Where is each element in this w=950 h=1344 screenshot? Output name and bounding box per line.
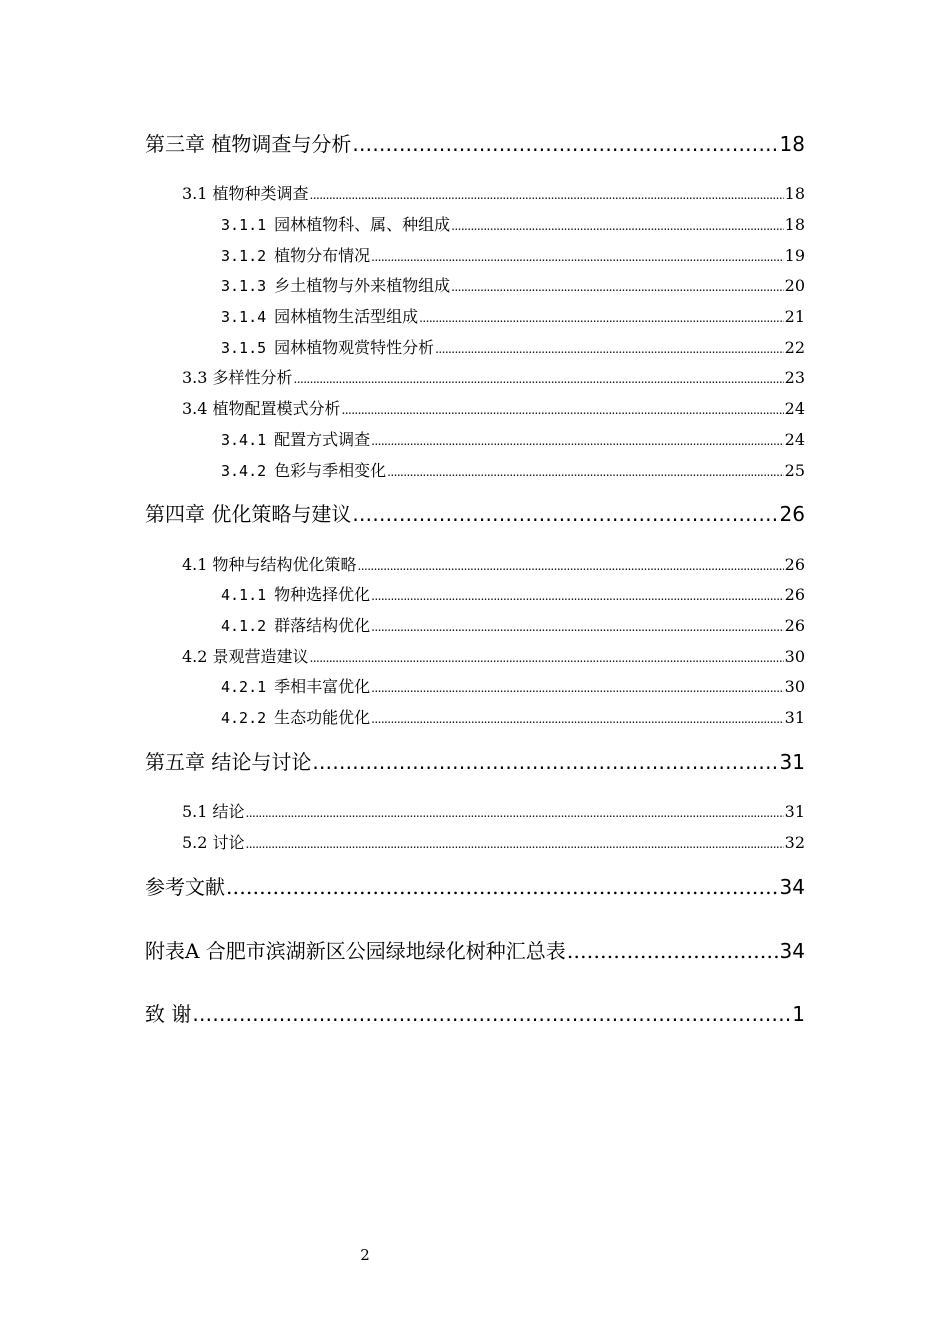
toc-dot-leader bbox=[435, 338, 783, 357]
toc-entry-title: 3.1 植物种类调查 bbox=[182, 184, 309, 203]
toc-entry-title bbox=[221, 458, 386, 481]
toc-entry-page: 31 bbox=[779, 750, 805, 774]
toc-entry-title bbox=[221, 243, 370, 266]
toc-entry-3-4-2[interactable] bbox=[221, 458, 805, 481]
toc-entry-references[interactable] bbox=[145, 871, 805, 900]
toc-dot-leader bbox=[371, 616, 783, 635]
toc-dot-leader bbox=[387, 461, 783, 480]
toc-entry-page: 24 bbox=[784, 399, 805, 418]
page-number: 2 bbox=[360, 1246, 370, 1264]
toc-entry-page: 26 bbox=[779, 502, 805, 526]
toc-entry-title: 3.3 多样性分析 bbox=[182, 368, 293, 387]
toc-dot-leader bbox=[371, 677, 783, 696]
toc-entry-page: 18 bbox=[784, 184, 805, 203]
toc-entry-chapter-5[interactable] bbox=[145, 746, 805, 775]
toc-entry-chapter-3[interactable] bbox=[145, 128, 805, 157]
toc-entry-3-1-1[interactable] bbox=[221, 212, 805, 235]
toc-entry-title bbox=[221, 304, 418, 327]
toc-entry-3-1-5[interactable] bbox=[221, 335, 805, 358]
toc-entry-page: 20 bbox=[784, 276, 805, 295]
toc-entry-page: 18 bbox=[784, 215, 805, 234]
toc-entry-page: 34 bbox=[779, 875, 805, 899]
toc-dot-leader bbox=[371, 585, 783, 604]
toc-entry-3-1[interactable] bbox=[182, 181, 805, 204]
toc-entry-text: 群落结构优化 bbox=[274, 616, 371, 635]
toc-entry-title: 第四章 优化策略与建议 bbox=[145, 502, 352, 526]
toc-dot-leader bbox=[451, 215, 783, 234]
toc-entry-3-1-4[interactable] bbox=[221, 304, 805, 327]
toc-entry-text: 乡土植物与外来植物组成 bbox=[274, 276, 451, 295]
toc-entry-3-4[interactable] bbox=[182, 396, 805, 419]
toc-entry-number: 4.2.2 bbox=[221, 709, 267, 727]
toc-entry-text: 生态功能优化 bbox=[274, 708, 371, 727]
toc-entry-title bbox=[221, 674, 370, 697]
toc-entry-text: 园林植物科、属、种组成 bbox=[274, 215, 451, 234]
toc-entry-title: 第五章 结论与讨论 bbox=[145, 750, 312, 774]
toc-entry-number: 4.1.1 bbox=[221, 586, 267, 604]
toc-entry-number: 4.1.2 bbox=[221, 617, 267, 635]
toc-dot-leader bbox=[312, 750, 778, 774]
toc-dot-leader bbox=[352, 132, 778, 156]
toc-entry-5-1[interactable] bbox=[182, 799, 805, 822]
toc-dot-leader bbox=[246, 833, 784, 852]
toc-entry-page: 30 bbox=[784, 677, 805, 696]
toc-dot-leader bbox=[310, 184, 784, 203]
toc-dot-leader bbox=[226, 875, 779, 899]
toc-dot-leader bbox=[352, 502, 778, 526]
toc-dot-leader bbox=[419, 307, 783, 326]
toc-entry-page: 26 bbox=[784, 555, 805, 574]
toc-entry-title: 5.1 结论 bbox=[182, 802, 245, 821]
toc-entry-3-1-2[interactable] bbox=[221, 243, 805, 266]
toc-entry-text: 色彩与季相变化 bbox=[274, 461, 387, 480]
toc-entry-3-3[interactable] bbox=[182, 365, 805, 388]
toc-entry-title: 致 谢 bbox=[145, 1002, 192, 1026]
toc-dot-leader bbox=[246, 802, 784, 821]
toc-entry-number: 3.4.1 bbox=[221, 431, 267, 449]
toc-entry-text: 植物分布情况 bbox=[274, 246, 371, 265]
toc-entry-title: 4.1 物种与结构优化策略 bbox=[182, 555, 357, 574]
toc-entry-acknowledgements[interactable] bbox=[145, 998, 805, 1027]
toc-entry-page: 32 bbox=[784, 833, 805, 852]
toc-entry-title bbox=[221, 273, 450, 296]
toc-entry-page: 25 bbox=[784, 461, 805, 480]
toc-entry-4-1[interactable] bbox=[182, 552, 805, 575]
toc-entry-3-1-3[interactable] bbox=[221, 273, 805, 296]
toc-entry-appendix-a[interactable] bbox=[145, 935, 805, 964]
toc-entry-page: 22 bbox=[784, 338, 805, 357]
toc-dot-leader bbox=[451, 276, 783, 295]
toc-entry-title: 附表A 合肥市滨湖新区公园绿地绿化树种汇总表 bbox=[145, 939, 566, 963]
toc-dot-leader bbox=[371, 430, 783, 449]
toc-entry-5-2[interactable] bbox=[182, 830, 805, 853]
toc-entry-title: 5.2 讨论 bbox=[182, 833, 245, 852]
toc-entry-page: 21 bbox=[784, 307, 805, 326]
toc-entry-page: 18 bbox=[779, 132, 805, 156]
toc-entry-4-1-1[interactable] bbox=[221, 582, 805, 605]
toc-entry-page: 31 bbox=[784, 802, 805, 821]
toc-entry-text: 园林植物生活型组成 bbox=[274, 307, 419, 326]
toc-entry-3-4-1[interactable] bbox=[221, 427, 805, 450]
toc-entry-4-2-1[interactable] bbox=[221, 674, 805, 697]
toc-entry-page: 24 bbox=[784, 430, 805, 449]
toc-entry-title bbox=[221, 705, 370, 728]
toc-entry-page: 19 bbox=[784, 246, 805, 265]
toc-entry-text: 配置方式调查 bbox=[274, 430, 371, 449]
toc-entry-page: 26 bbox=[784, 585, 805, 604]
toc-entry-page: 1 bbox=[792, 1002, 805, 1026]
toc-entry-page: 34 bbox=[779, 939, 805, 963]
toc-entry-4-1-2[interactable] bbox=[221, 613, 805, 636]
toc-entry-title: 参考文献 bbox=[145, 875, 225, 899]
toc-entry-number: 3.4.2 bbox=[221, 462, 267, 480]
toc-dot-leader bbox=[310, 647, 784, 666]
toc-entry-4-2[interactable] bbox=[182, 644, 805, 667]
toc-entry-title bbox=[221, 335, 434, 358]
toc-entry-chapter-4[interactable] bbox=[145, 498, 805, 527]
toc-entry-number: 3.1.3 bbox=[221, 277, 267, 295]
toc-entry-4-2-2[interactable] bbox=[221, 705, 805, 728]
toc-entry-number: 3.1.4 bbox=[221, 308, 267, 326]
toc-entry-number: 3.1.1 bbox=[221, 216, 267, 234]
toc-entry-page: 23 bbox=[784, 368, 805, 387]
toc-dot-leader bbox=[567, 939, 779, 963]
toc-entry-text: 园林植物观赏特性分析 bbox=[274, 338, 435, 357]
toc-entry-page: 31 bbox=[784, 708, 805, 727]
toc-dot-leader bbox=[371, 708, 783, 727]
toc-entry-number: 3.1.5 bbox=[221, 339, 267, 357]
toc-entry-title bbox=[221, 613, 370, 636]
toc-entry-title bbox=[221, 427, 370, 450]
toc-entry-title bbox=[221, 582, 370, 605]
toc-entry-title: 4.2 景观营造建议 bbox=[182, 647, 309, 666]
toc-entry-text: 季相丰富优化 bbox=[274, 677, 371, 696]
toc-dot-leader bbox=[192, 1002, 791, 1026]
toc-dot-leader bbox=[342, 399, 784, 418]
toc-entry-text: 物种选择优化 bbox=[274, 585, 371, 604]
toc-dot-leader bbox=[358, 555, 784, 574]
toc-entry-page: 30 bbox=[784, 647, 805, 666]
toc-entry-number: 3.1.2 bbox=[221, 247, 267, 265]
toc-entry-page: 26 bbox=[784, 616, 805, 635]
toc-entry-title: 3.4 植物配置模式分析 bbox=[182, 399, 341, 418]
toc-dot-leader bbox=[294, 368, 784, 387]
toc-entry-title bbox=[221, 212, 450, 235]
toc-entry-title: 第三章 植物调查与分析 bbox=[145, 132, 352, 156]
toc-dot-leader bbox=[371, 246, 783, 265]
toc-entry-number: 4.2.1 bbox=[221, 678, 267, 696]
